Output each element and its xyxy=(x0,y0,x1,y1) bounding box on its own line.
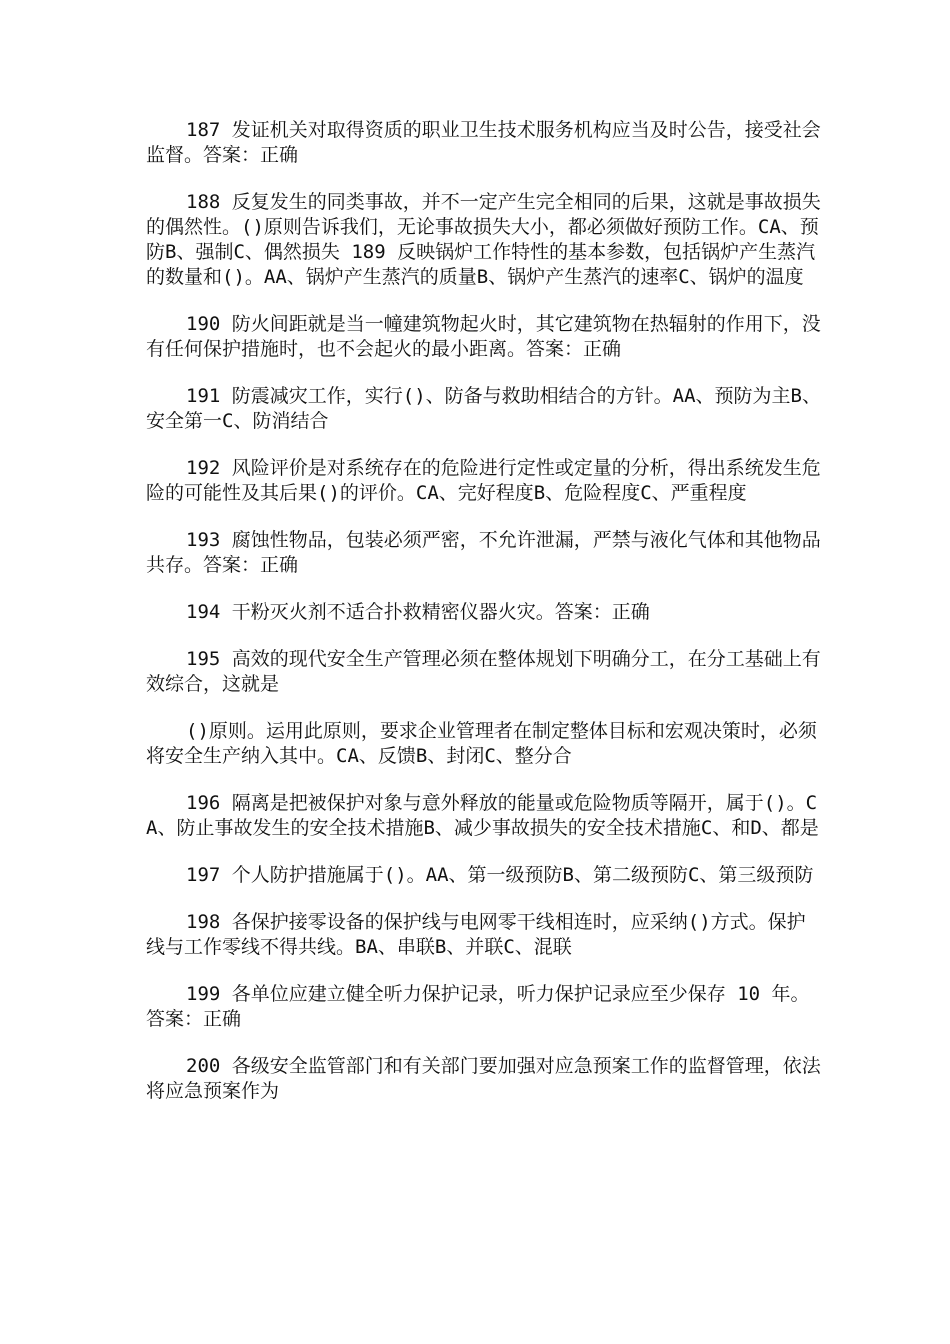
question-197: 197 个人防护措施属于()。AA、第一级预防B、第二级预防C、第三级预防 xyxy=(186,864,814,886)
question-191: 191 防震减灾工作，实行()、防备与救助相结合的方针。AA、预防为主B、安全第一C、防消结合 xyxy=(146,385,821,432)
question-196: 196 隔离是把被保护对象与意外释放的能量或危险物质等隔开，属于()。CA、防止事故发生的安全技术措施B、减少事故损失的安全技术措施C、和D、都是 xyxy=(146,792,819,839)
question-195-continued: ()原则。运用此原则，要求企业管理者在制定整体目标和宏观决策时，必须将安全生产纳入其中。CA、反馈B、封闭C、整分合 xyxy=(146,720,817,767)
question-193: 193 腐蚀性物品，包装必须严密，不允许泄漏，严禁与液化气体和其他物品共存。答案：正确 xyxy=(146,529,821,576)
question-199: 199 各单位应建立健全听力保护记录，听力保护记录应至少保存 10 年。答案：正确 xyxy=(146,983,810,1030)
document-body xyxy=(146,118,822,1126)
question-194: 194 干粉灭火剂不适合扑救精密仪器火灾。答案：正确 xyxy=(186,601,650,623)
question-195: 195 高效的现代安全生产管理必须在整体规划下明确分工，在分工基础上有效综合，这就是 xyxy=(146,648,821,695)
question-188-189: 188 反复发生的同类事故，并不一定产生完全相同的后果，这就是事故损失的偶然性。()原则告诉我们，无论事故损失大小，都必须做好预防工作。CA、预防B、强制C、偶然损失 189 反映锅炉工作特性的基本参数，包括锅炉产生蒸汽的数量和()。AA、锅炉产生蒸汽的质量B、锅炉产生蒸汽的速率C、锅炉的温度 xyxy=(146,191,821,288)
question-187: 187 发证机关对取得资质的职业卫生技术服务机构应当及时公告，接受社会监督。答案：正确 xyxy=(146,119,821,166)
question-200: 200 各级安全监管部门和有关部门要加强对应急预案工作的监督管理，依法将应急预案作为 xyxy=(146,1055,821,1102)
question-190: 190 防火间距就是当一幢建筑物起火时，其它建筑物在热辐射的作用下，没有任何保护措施时，也不会起火的最小距离。答案：正确 xyxy=(146,313,821,360)
question-198: 198 各保护接零设备的保护线与电网零干线相连时，应采纳()方式。保护线与工作零线不得共线。BA、串联B、并联C、混联 xyxy=(146,911,806,958)
question-192: 192 风险评价是对系统存在的危险进行定性或定量的分析，得出系统发生危险的可能性及其后果()的评价。CA、完好程度B、危险程度C、严重程度 xyxy=(146,457,821,504)
